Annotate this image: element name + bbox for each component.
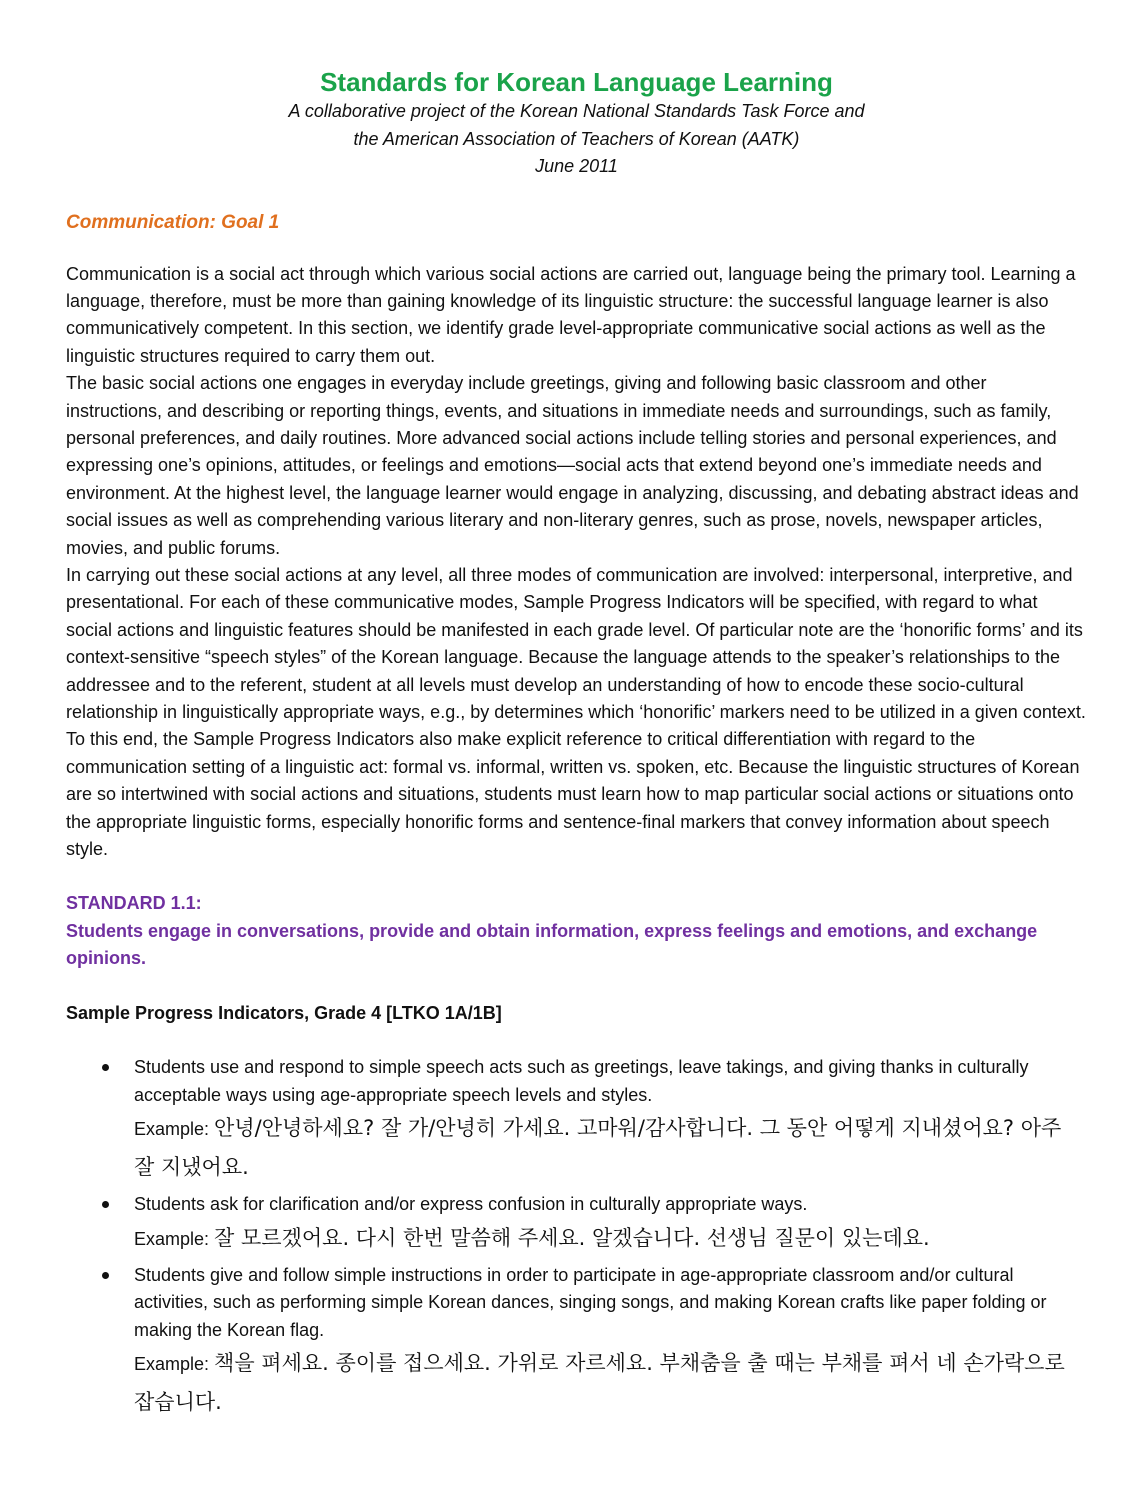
body-paragraph: In carrying out these social actions at any level, all three modes of communication are involved: interpersonal, interpretive, and presentational. For each of these communicative modes, Sample Progress Indicators will be specified, with regard to what social actions and linguistic features should be manifested in each grade level. Of particular note are the ‘honorific forms’ and its context-sensitive “speech styles” of the Korean language. Because the language attends to the speaker’s relationships to the addressee and to the referent, student at all levels must develop an understanding of how to encode these socio-cultural relationship in linguistically appropriate ways, e.g., by determines which ‘honorific’ markers need to be utilized in a given context. To this end, the Sample Progress Indicators also make explicit reference to critical differentiation with regard to the communication setting of a linguistic act: formal vs. informal, written vs. spoken, etc. Because the linguistic structures of Korean are so intertwined with social actions and situations, students must learn how to map particular social actions or situations onto the appropriate linguistic forms, especially honorific forms and sentence-final markers that convey information about speech style. [66, 564, 1086, 860]
example-label: Example: [134, 1228, 215, 1249]
indicator-list [66, 1054, 1087, 1422]
document-title: Standards for Korean Language Learning [320, 67, 833, 97]
subtitle-line-1: A collaborative project of the Korean National Standards Task Force and [288, 101, 865, 121]
section-body [66, 261, 1087, 864]
indicator-example [134, 1109, 1087, 1187]
list-item [66, 1191, 1087, 1258]
body-paragraph: Communication is a social act through which various social actions are carried out, language being the primary tool. Learning a language, therefore, must be more than gaining knowledge of its linguistic structure: the successful language learner is also communicatively competent. In this section, we identify grade level-appropriate communicative social actions as well as the linguistic structures required to carry them out. [66, 263, 1076, 366]
indicator-text: Students use and respond to simple speech acts such as greetings, leave takings, and giving thanks in culturally acceptable ways using age-appropriate speech levels and styles. [134, 1057, 1029, 1105]
indicator-example [134, 1344, 1087, 1422]
example-label: Example: [134, 1354, 215, 1375]
example-label: Example: [134, 1119, 215, 1140]
bullet-icon [102, 1064, 109, 1071]
indicator-text: Students give and follow simple instructions in order to participate in age-appropriate classroom and/or cultural activities, such as performing simple Korean dances, singing songs, and making Korean crafts like paper folding or making the Korean flag. [134, 1264, 1047, 1340]
body-paragraph: The basic social actions one engages in everyday include greetings, giving and following basic classroom and other instructions, and describing or reporting things, events, and situations in immediate needs and surroundings, such as family, personal preferences, and daily routines. More advanced social actions include telling stories and personal experiences, and expressing one’s opinions, attitudes, or feelings and emotions—social acts that extend beyond one’s immediate needs and environment. At the highest level, the language learner would engage in analyzing, discussing, and debating abstract ideas and social issues as well as comprehending various literary and non-literary genres, such as prose, novels, newspaper articles, movies, and public forums. [66, 373, 1079, 558]
example-korean: 책을 펴세요. 종이를 접으세요. 가위로 자르세요. 부채춤을 출 때는 부채를 펴서 네 손가락으로 잡습니다. [134, 1351, 1065, 1415]
list-item [66, 1054, 1087, 1187]
subtitle-line-2: the American Association of Teachers of Korean (AATK) [353, 128, 800, 149]
list-item [66, 1262, 1087, 1423]
example-korean: 안녕/안녕하세요? 잘 가/안녕히 가세요. 고마워/감사합니다. 그 동안 어떻게 지내셨어요? 아주 잘 지냈어요. [134, 1116, 1062, 1180]
bullet-icon [102, 1201, 109, 1208]
section-heading: Communication: Goal 1 [66, 211, 280, 233]
document-header [66, 0, 1087, 181]
bullet-icon [102, 1272, 109, 1279]
standard-label: STANDARD 1.1: [66, 893, 202, 914]
document-date: June 2011 [535, 156, 618, 176]
indicator-example [134, 1219, 1087, 1258]
indicator-text: Students ask for clarification and/or express confusion in culturally appropriate ways. [134, 1194, 808, 1215]
example-korean: 잘 모르겠어요. 다시 한번 말씀해 주세요. 알겠습니다. 선생님 질문이 있는데요. [214, 1225, 930, 1250]
indicators-heading: Sample Progress Indicators, Grade 4 [LTKO 1A/1B] [66, 1002, 502, 1023]
standard-text: Students engage in conversations, provide and obtain information, express feelings and emotions, and exchange opinions. [66, 920, 1038, 969]
